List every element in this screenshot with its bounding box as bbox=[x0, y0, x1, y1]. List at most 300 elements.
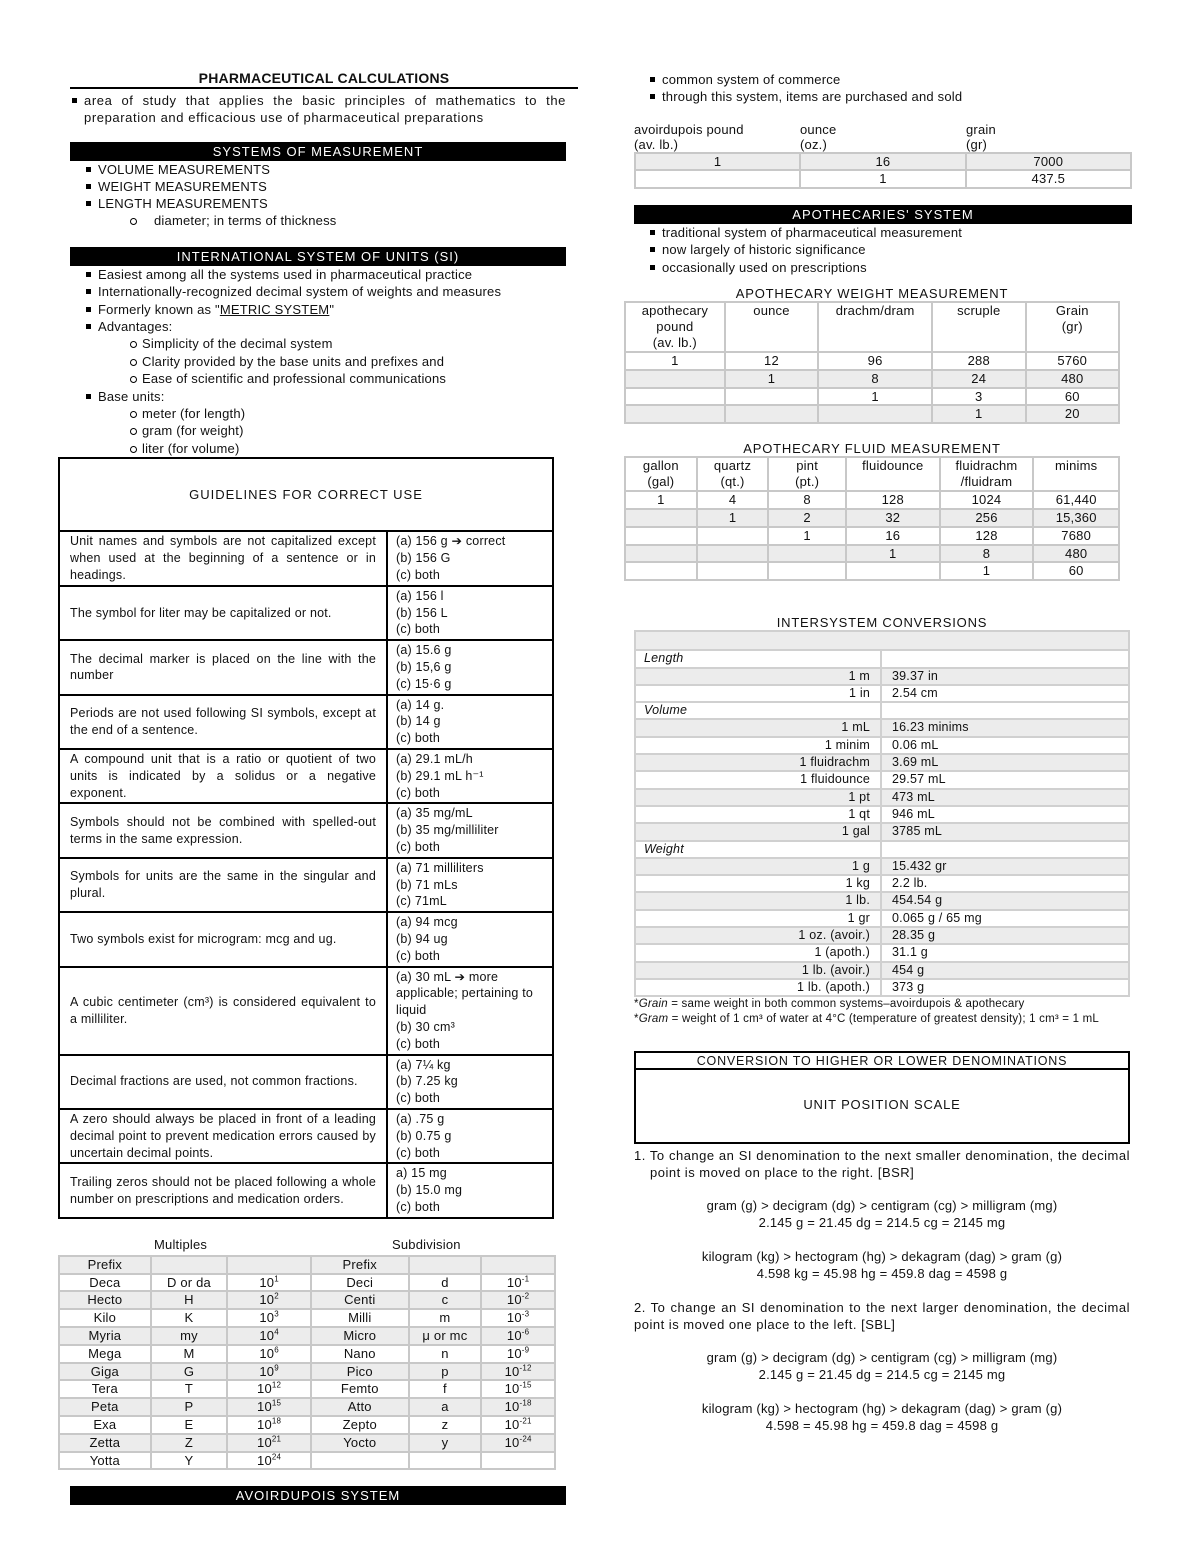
guideline-example-a: (a) 15.6 g bbox=[396, 643, 452, 658]
subdivision-prefix: Pico bbox=[311, 1363, 409, 1381]
guideline-example-c: (c) both bbox=[396, 731, 440, 746]
intersystem-section-name: Weight bbox=[635, 841, 881, 858]
power-exponent: 21 bbox=[271, 1434, 282, 1444]
guideline-example-b: (b) 15,6 g bbox=[396, 660, 452, 675]
multiple-symbol: D or da bbox=[151, 1274, 228, 1292]
left-column bbox=[58, 68, 568, 1505]
avoirdupois-col-header-line: ounce bbox=[800, 121, 837, 137]
apoth-fluid-col-header-line: (pt.) bbox=[795, 474, 820, 490]
apoth-fluid-col-header-line: fluidrachm bbox=[955, 458, 1018, 474]
guideline-example-c: (c) both bbox=[396, 1145, 440, 1160]
intersystem-row bbox=[635, 892, 1129, 909]
apoth-fluid-cell bbox=[697, 527, 769, 545]
apoth-weight-cell: 20 bbox=[1026, 405, 1119, 423]
si-bullet: Easiest among all the systems used in pharmaceutical practice bbox=[84, 266, 568, 283]
intersystem-from: 1 lb. (avoir.) bbox=[635, 962, 881, 979]
apothecaries-bullet: occasionally used on prescriptions bbox=[648, 259, 1132, 276]
intersystem-row bbox=[635, 754, 1129, 771]
power-base: 10 bbox=[504, 1381, 520, 1397]
gram-note: *Gram = weight of 1 cm³ of water at 4°C (temperature of greatest density); 1 cm³ = 1 mL bbox=[634, 1013, 1099, 1026]
power-exponent: 24 bbox=[271, 1452, 282, 1462]
guideline-examples bbox=[387, 586, 553, 640]
avoirdupois-header-row bbox=[634, 122, 1132, 152]
apoth-weight-cell: 96 bbox=[818, 352, 932, 370]
guidelines-table bbox=[58, 457, 554, 1218]
apoth-fluid-cell: 1 bbox=[846, 545, 940, 563]
apoth-weight-cell bbox=[725, 405, 819, 423]
apoth-weight-cell: 288 bbox=[932, 352, 1026, 370]
subdivision-prefix: Atto bbox=[311, 1398, 409, 1416]
guideline-rule: Two symbols exist for microgram: mcg and ug. bbox=[59, 912, 387, 966]
systems-item: LENGTH MEASUREMENTS bbox=[84, 195, 568, 212]
apoth-fluid-row bbox=[625, 545, 1119, 563]
intersystem-from: 1 lb. bbox=[635, 892, 881, 909]
guideline-examples bbox=[387, 640, 553, 694]
guideline-example-a: (a) 35 mg/mL bbox=[396, 806, 473, 821]
apoth-fluid-row bbox=[625, 509, 1119, 527]
prefix-row bbox=[59, 1274, 555, 1292]
guideline-example-c: (c) both bbox=[396, 622, 440, 637]
intersystem-from: 1 mL bbox=[635, 719, 881, 736]
power-base: 10 bbox=[506, 1310, 522, 1326]
avoirdupois-col-header-line: (oz.) bbox=[800, 136, 827, 152]
intersystem-section-name: Length bbox=[635, 650, 881, 667]
power-exponent: 4 bbox=[274, 1327, 279, 1337]
intersystem-from: 1 gal bbox=[635, 823, 881, 840]
apoth-fluid-cell: 16 bbox=[846, 527, 940, 545]
apoth-fluid-cell: 32 bbox=[846, 509, 940, 527]
guideline-example-c: (c) both bbox=[396, 1091, 440, 1106]
apoth-fluid-col-header bbox=[940, 457, 1034, 491]
si-bullet: Internationally-recognized decimal system of weights and measures bbox=[84, 283, 568, 300]
intersystem-row bbox=[635, 823, 1129, 840]
apoth-weight-cell bbox=[625, 370, 725, 388]
multiple-symbol: Z bbox=[151, 1434, 228, 1452]
power-base: 10 bbox=[259, 1310, 275, 1326]
intersystem-to: 2.54 cm bbox=[881, 685, 1129, 702]
advantage-item: Ease of scientific and professional communications bbox=[130, 370, 568, 388]
multiple-prefix: Giga bbox=[59, 1363, 151, 1381]
page-title: PHARMACEUTICAL CALCULATIONS bbox=[70, 68, 578, 89]
power-exponent: 12 bbox=[271, 1381, 282, 1390]
gram-note-label: Gram bbox=[638, 1013, 669, 1026]
guideline-example-b: (b) 14 g bbox=[396, 714, 441, 729]
guideline-rule: A compound unit that is a ratio or quotient of two units is indicated by a solidus or a negative exponent. bbox=[59, 749, 387, 803]
multiple-prefix: Yotta bbox=[59, 1452, 151, 1470]
avoirdupois-cell: 1 bbox=[635, 153, 800, 171]
intersystem-section-row bbox=[635, 650, 1129, 667]
power-exponent: 18 bbox=[271, 1416, 282, 1426]
multiple-prefix: Zetta bbox=[59, 1434, 151, 1452]
power-base: 10 bbox=[257, 1381, 272, 1397]
guideline-row bbox=[59, 1163, 553, 1217]
subdivision-power bbox=[481, 1345, 555, 1363]
apoth-weight-row bbox=[625, 388, 1119, 406]
apoth-fluid-cell: 128 bbox=[940, 527, 1034, 545]
power-exponent: 9 bbox=[274, 1363, 279, 1373]
prefix-row bbox=[59, 1345, 555, 1363]
intersystem-to: 15.432 gr bbox=[881, 858, 1129, 875]
apoth-weight-col-header bbox=[818, 302, 932, 352]
right-column bbox=[624, 71, 1132, 1434]
apoth-weight-cell: 8 bbox=[818, 370, 932, 388]
subdivision-prefix: Yocto bbox=[311, 1434, 409, 1452]
apoth-weight-cell: 1 bbox=[932, 405, 1026, 423]
subdivision-power bbox=[481, 1274, 555, 1292]
intersystem-row bbox=[635, 789, 1129, 806]
avoirdupois-cell: 7000 bbox=[966, 153, 1131, 171]
subdivision-power bbox=[481, 1452, 555, 1470]
guideline-row bbox=[59, 858, 553, 912]
prefix-row bbox=[59, 1291, 555, 1309]
apoth-weight-cell: 1 bbox=[625, 352, 725, 370]
apothecaries-bullet: now largely of historic significance bbox=[648, 241, 1132, 258]
subdivision-prefix: Centi bbox=[311, 1291, 409, 1309]
apoth-weight-col-header bbox=[932, 302, 1026, 352]
apoth-fluid-col-header-line: /fluidram bbox=[960, 474, 1013, 490]
apoth-fluid-header-row bbox=[625, 457, 1119, 491]
multiple-power bbox=[227, 1345, 311, 1363]
apoth-weight-col-header-line: Grain bbox=[1055, 303, 1089, 319]
multiple-prefix: Hecto bbox=[59, 1291, 151, 1309]
power-exponent: 1 bbox=[274, 1274, 279, 1284]
power-base: 10 bbox=[257, 1452, 272, 1468]
guideline-rule: A cubic centimeter (cm³) is considered equivalent to a milliliter. bbox=[59, 967, 387, 1055]
multiple-power bbox=[227, 1398, 311, 1416]
guideline-example-c: (c) 15·6 g bbox=[396, 676, 452, 691]
conversion-p2-l1: gram (g) > decigram (dg) > centigram (cg) > milligram (mg) bbox=[706, 1350, 1058, 1366]
guideline-example-a: a) 15 mg bbox=[396, 1166, 447, 1181]
intersystem-from: 1 m bbox=[635, 668, 881, 685]
guideline-row bbox=[59, 586, 553, 640]
conversion-p1-l3: kilogram (kg) > hectogram (hg) > dekagram (dag) > gram (g) bbox=[701, 1249, 1063, 1265]
power-base: 10 bbox=[506, 1274, 522, 1290]
subdivision-prefix: Micro bbox=[311, 1327, 409, 1345]
apoth-weight-row bbox=[625, 352, 1119, 370]
subdivision-symbol: a bbox=[409, 1398, 482, 1416]
prefix-row bbox=[59, 1363, 555, 1381]
multiple-power bbox=[227, 1434, 311, 1452]
si-header: INTERNATIONAL SYSTEM OF UNITS (SI) bbox=[70, 247, 566, 266]
multiple-symbol: E bbox=[151, 1416, 228, 1434]
intersystem-from: 1 fluidounce bbox=[635, 771, 881, 788]
guideline-example-a: (a) 14 g. bbox=[396, 697, 445, 712]
guideline-row bbox=[59, 912, 553, 966]
si-formerly: Formerly known as " bbox=[98, 301, 220, 317]
intersystem-from: 1 oz. (avoir.) bbox=[635, 927, 881, 944]
apoth-weight-col-header bbox=[1026, 302, 1119, 352]
guideline-examples bbox=[387, 1163, 553, 1217]
multiple-power bbox=[227, 1363, 311, 1381]
base-unit-item: gram (for weight) bbox=[130, 422, 568, 440]
guideline-rule: Symbols for units are the same in the singular and plural. bbox=[59, 858, 387, 912]
guideline-example-a: (a) .75 g bbox=[396, 1111, 445, 1126]
subdivision-symbol: μ or mc bbox=[409, 1327, 482, 1345]
intersystem-to: 28.35 g bbox=[881, 927, 1129, 944]
intersystem-to: 3.69 mL bbox=[881, 754, 1129, 771]
apoth-fluid-cell bbox=[625, 545, 697, 563]
power-exponent: 6 bbox=[274, 1345, 279, 1355]
guideline-row bbox=[59, 749, 553, 803]
guideline-example-c: (c) 71mL bbox=[396, 894, 447, 909]
intersystem-to: 3785 mL bbox=[881, 823, 1129, 840]
avoirdupois-bullets bbox=[648, 71, 1132, 106]
prefix-table bbox=[58, 1255, 556, 1471]
guideline-rule: The decimal marker is placed on the line with the number bbox=[59, 640, 387, 694]
apoth-weight-cell: 60 bbox=[1026, 388, 1119, 406]
apoth-fluid-col-header bbox=[697, 457, 769, 491]
intersystem-to: 16.23 minims bbox=[881, 719, 1129, 736]
multiple-prefix: Myria bbox=[59, 1327, 151, 1345]
subdivision-prefix: Femto bbox=[311, 1380, 409, 1398]
apoth-fluid-cell: 60 bbox=[1033, 562, 1119, 580]
apoth-fluid-cell: 8 bbox=[940, 545, 1034, 563]
multiple-symbol: H bbox=[151, 1291, 228, 1309]
base-unit-item: liter (for volume) bbox=[130, 440, 568, 458]
power-base: 10 bbox=[504, 1434, 520, 1450]
apoth-weight-table bbox=[624, 301, 1120, 424]
apoth-weight-caption: APOTHECARY WEIGHT MEASUREMENT bbox=[735, 286, 1009, 302]
intersystem-from: 1 lb. (apoth.) bbox=[635, 979, 881, 996]
multiple-power bbox=[227, 1416, 311, 1434]
intersystem-row bbox=[635, 719, 1129, 736]
guideline-examples bbox=[387, 1055, 553, 1109]
avoirdupois-cell: 16 bbox=[800, 153, 965, 171]
apoth-fluid-cell bbox=[697, 562, 769, 580]
subdivision-symbol: p bbox=[409, 1363, 482, 1381]
guideline-examples bbox=[387, 858, 553, 912]
guideline-example-b: (b) 156 L bbox=[396, 605, 448, 620]
apoth-weight-col-header-line: scruple bbox=[957, 303, 1001, 319]
conversion-p1-l1: gram (g) > decigram (dg) > centigram (cg) > milligram (mg) bbox=[706, 1198, 1058, 1214]
guideline-example-b: (b) 30 cm³ bbox=[396, 1019, 455, 1034]
guideline-rule: Decimal fractions are used, not common fractions. bbox=[59, 1055, 387, 1109]
intersystem-row bbox=[635, 771, 1129, 788]
intersystem-to: 0.065 g / 65 mg bbox=[881, 910, 1129, 927]
guideline-example-a: (a) 30 mL ➔ more applicable; pertaining to liquid bbox=[396, 969, 534, 1018]
intersystem-to: 39.37 in bbox=[881, 668, 1129, 685]
power-exponent: 15 bbox=[271, 1398, 282, 1408]
multiple-prefix: Kilo bbox=[59, 1309, 151, 1327]
apoth-weight-row bbox=[625, 405, 1119, 423]
apoth-fluid-col-header bbox=[625, 457, 697, 491]
intersystem-from: 1 fluidrachm bbox=[635, 754, 881, 771]
apoth-weight-col-header-line: ounce bbox=[753, 303, 790, 319]
systems-header: SYSTEMS OF MEASUREMENT bbox=[70, 142, 566, 161]
guideline-example-a: (a) 29.1 mL/h bbox=[396, 752, 473, 767]
power-base: 10 bbox=[259, 1274, 275, 1290]
subdivision-power bbox=[481, 1363, 555, 1381]
metric-system-link: METRIC SYSTEM bbox=[219, 301, 330, 317]
apoth-weight-header-row bbox=[625, 302, 1119, 352]
guidelines-header: GUIDELINES FOR CORRECT USE bbox=[59, 458, 553, 531]
gram-note-text: = weight of 1 cm³ of water at 4°C (temperature of greatest density); 1 cm³ = 1 mL bbox=[668, 1013, 1099, 1026]
guideline-example-c: (c) both bbox=[396, 840, 440, 855]
apoth-weight-cell: 24 bbox=[932, 370, 1026, 388]
intersystem-section-row bbox=[635, 841, 1129, 858]
guideline-example-c: (c) both bbox=[396, 568, 440, 583]
guideline-example-c: (c) both bbox=[396, 1036, 440, 1051]
subdivision-power bbox=[481, 1327, 555, 1345]
intersystem-row bbox=[635, 737, 1129, 754]
multiples-label: Multiples bbox=[154, 1236, 208, 1252]
guideline-example-b: (b) 15.0 mg bbox=[396, 1183, 463, 1198]
apoth-weight-col-header-line: (av. lb.) bbox=[652, 335, 697, 351]
si-list bbox=[84, 266, 568, 335]
apoth-fluid-col-header-line: gallon bbox=[642, 458, 679, 474]
conversion-p2-l3: kilogram (kg) > hectogram (hg) > dekagram (dag) > gram (g) bbox=[701, 1401, 1063, 1417]
apoth-fluid-cell: 2 bbox=[768, 509, 846, 527]
apothecaries-header: APOTHECARIES' SYSTEM bbox=[634, 205, 1132, 224]
prefix-row bbox=[59, 1452, 555, 1470]
apoth-fluid-cell: 8 bbox=[768, 491, 846, 509]
multiple-symbol: G bbox=[151, 1363, 228, 1381]
apoth-fluid-row bbox=[625, 491, 1119, 509]
apoth-fluid-col-header-line: quartz bbox=[713, 458, 752, 474]
multiple-prefix: Peta bbox=[59, 1398, 151, 1416]
apoth-fluid-cell: 1 bbox=[625, 491, 697, 509]
conversion-header: CONVERSION TO HIGHER OR LOWER DENOMINATIONS bbox=[634, 1051, 1130, 1070]
power-base: 10 bbox=[506, 1345, 522, 1361]
definition: area of study that applies the basic principles of mathematics to the preparation and efficacious use of pharmaceutical preparations bbox=[70, 92, 566, 127]
intersystem-row bbox=[635, 910, 1129, 927]
guideline-example-b: (b) 35 mg/milliliter bbox=[396, 823, 499, 838]
subdivision-symbol: m bbox=[409, 1309, 482, 1327]
multiple-prefix: Deca bbox=[59, 1274, 151, 1292]
avoirdupois-cell: 1 bbox=[800, 170, 965, 188]
guideline-example-c: (c) both bbox=[396, 948, 440, 963]
avoirdupois-header: AVOIRDUPOIS SYSTEM bbox=[70, 1486, 566, 1505]
subdivision-power bbox=[481, 1416, 555, 1434]
avoirdupois-col-header-line: (gr) bbox=[966, 136, 988, 152]
power-base: 10 bbox=[257, 1399, 272, 1415]
systems-item: WEIGHT MEASUREMENTS bbox=[84, 178, 568, 195]
si-bullet: Base units: bbox=[84, 388, 568, 405]
avoirdupois-col-header-line: grain bbox=[966, 121, 996, 137]
intersystem-row bbox=[635, 685, 1129, 702]
systems-item: VOLUME MEASUREMENTS bbox=[84, 161, 568, 178]
subdivision-prefix: Zepto bbox=[311, 1416, 409, 1434]
multiple-symbol: Y bbox=[151, 1452, 228, 1470]
avoirdupois-values bbox=[634, 152, 1132, 190]
apoth-fluid-cell: 61,440 bbox=[1033, 491, 1119, 509]
subdivision-symbol: f bbox=[409, 1380, 482, 1398]
apoth-weight-cell: 3 bbox=[932, 388, 1026, 406]
guideline-row bbox=[59, 967, 553, 1055]
intersystem-section-name: Volume bbox=[635, 702, 881, 719]
apoth-weight-col-header-line: apothecary bbox=[641, 303, 709, 319]
apoth-weight-cell: 12 bbox=[725, 352, 819, 370]
advantages-list bbox=[130, 335, 568, 388]
power-exponent: 3 bbox=[274, 1309, 279, 1319]
guideline-rule: Symbols should not be combined with spelled-out terms in the same expression. bbox=[59, 803, 387, 857]
apoth-fluid-cell: 128 bbox=[846, 491, 940, 509]
guideline-example-c: (c) both bbox=[396, 785, 440, 800]
subdivision-symbol bbox=[409, 1452, 482, 1470]
guideline-rule: Unit names and symbols are not capitalized except when used at the beginning of a sentence or in headings. bbox=[59, 531, 387, 585]
guidelines-body bbox=[59, 531, 553, 1217]
apoth-fluid-cell bbox=[697, 545, 769, 563]
multiple-symbol: my bbox=[151, 1327, 228, 1345]
power-exponent: -6 bbox=[521, 1327, 530, 1337]
apoth-weight-col-header-line: pound bbox=[656, 319, 694, 335]
intersystem-section-blank bbox=[881, 841, 1129, 858]
subdivision-symbol: n bbox=[409, 1345, 482, 1363]
intersystem-row bbox=[635, 927, 1129, 944]
apoth-weight-cell bbox=[625, 405, 725, 423]
avoirdupois-col-header-line: (av. lb.) bbox=[634, 136, 679, 152]
systems-sub-text: diameter; in terms of thickness bbox=[154, 213, 337, 229]
guideline-rule: The symbol for liter may be capitalized or not. bbox=[59, 586, 387, 640]
prefix-row bbox=[59, 1434, 555, 1452]
intersystem-from: 1 kg bbox=[635, 875, 881, 892]
intersystem-to: 473 mL bbox=[881, 789, 1129, 806]
apoth-fluid-cell bbox=[768, 545, 846, 563]
si-formerly-end: " bbox=[329, 301, 335, 317]
power-base: 10 bbox=[259, 1363, 275, 1379]
avoirdupois-col-header bbox=[634, 122, 800, 152]
guideline-row bbox=[59, 1055, 553, 1109]
guideline-row bbox=[59, 531, 553, 585]
advantage-item: Clarity provided by the base units and prefixes and bbox=[130, 353, 568, 371]
intersystem-row bbox=[635, 979, 1129, 996]
intersystem-from: 1 minim bbox=[635, 737, 881, 754]
prefix-header: Prefix bbox=[59, 1256, 151, 1274]
subdivision-prefix: Nano bbox=[311, 1345, 409, 1363]
grain-note-label: Grain bbox=[638, 998, 668, 1011]
subdivision-power bbox=[481, 1434, 555, 1452]
unit-position-scale: UNIT POSITION SCALE bbox=[634, 1070, 1130, 1144]
guideline-example-b: (b) 156 G bbox=[396, 551, 451, 566]
apoth-weight-col-header bbox=[625, 302, 725, 352]
intersystem-to: 946 mL bbox=[881, 806, 1129, 823]
apoth-fluid-cell bbox=[625, 527, 697, 545]
apoth-weight-cell: 1 bbox=[818, 388, 932, 406]
si-bullet bbox=[84, 301, 568, 318]
conversion-p2-l4: 4.598 = 45.98 hg = 459.8 dag = 4598 g bbox=[765, 1418, 999, 1434]
avoirdupois-col-header bbox=[966, 122, 1132, 152]
subdivision-power bbox=[481, 1309, 555, 1327]
apoth-fluid-cell bbox=[625, 562, 697, 580]
guideline-example-b: (b) 0.75 g bbox=[396, 1128, 452, 1143]
prefix-row bbox=[59, 1416, 555, 1434]
subdivision-prefix bbox=[311, 1452, 409, 1470]
intersystem-from: 1 in bbox=[635, 685, 881, 702]
guideline-examples bbox=[387, 967, 553, 1055]
subdivision-power bbox=[481, 1398, 555, 1416]
multiple-power bbox=[227, 1380, 311, 1398]
intersystem-to: 454 g bbox=[881, 962, 1129, 979]
intersystem-section-row bbox=[635, 702, 1129, 719]
apoth-weight-row bbox=[625, 370, 1119, 388]
intersystem-section-blank bbox=[881, 650, 1129, 667]
conversion-p1-l2: 2.145 g = 21.45 dg = 214.5 cg = 2145 mg bbox=[758, 1215, 1006, 1231]
power-base: 10 bbox=[506, 1327, 522, 1343]
subdivision-symbol: c bbox=[409, 1291, 482, 1309]
guideline-example-b: (b) 29.1 mL h⁻¹ bbox=[396, 768, 484, 783]
si-bullet: Advantages: bbox=[84, 318, 568, 335]
guideline-row bbox=[59, 803, 553, 857]
intersystem-to: 2.2 lb. bbox=[881, 875, 1129, 892]
subdivision-symbol: d bbox=[409, 1274, 482, 1292]
avoirdupois-row bbox=[635, 170, 1131, 188]
apothecaries-bullets bbox=[648, 224, 1132, 276]
guideline-row bbox=[59, 640, 553, 694]
apoth-fluid-col-header bbox=[1033, 457, 1119, 491]
definition-list bbox=[70, 92, 566, 127]
power-base: 10 bbox=[506, 1292, 522, 1308]
apoth-weight-cell: 5760 bbox=[1026, 352, 1119, 370]
